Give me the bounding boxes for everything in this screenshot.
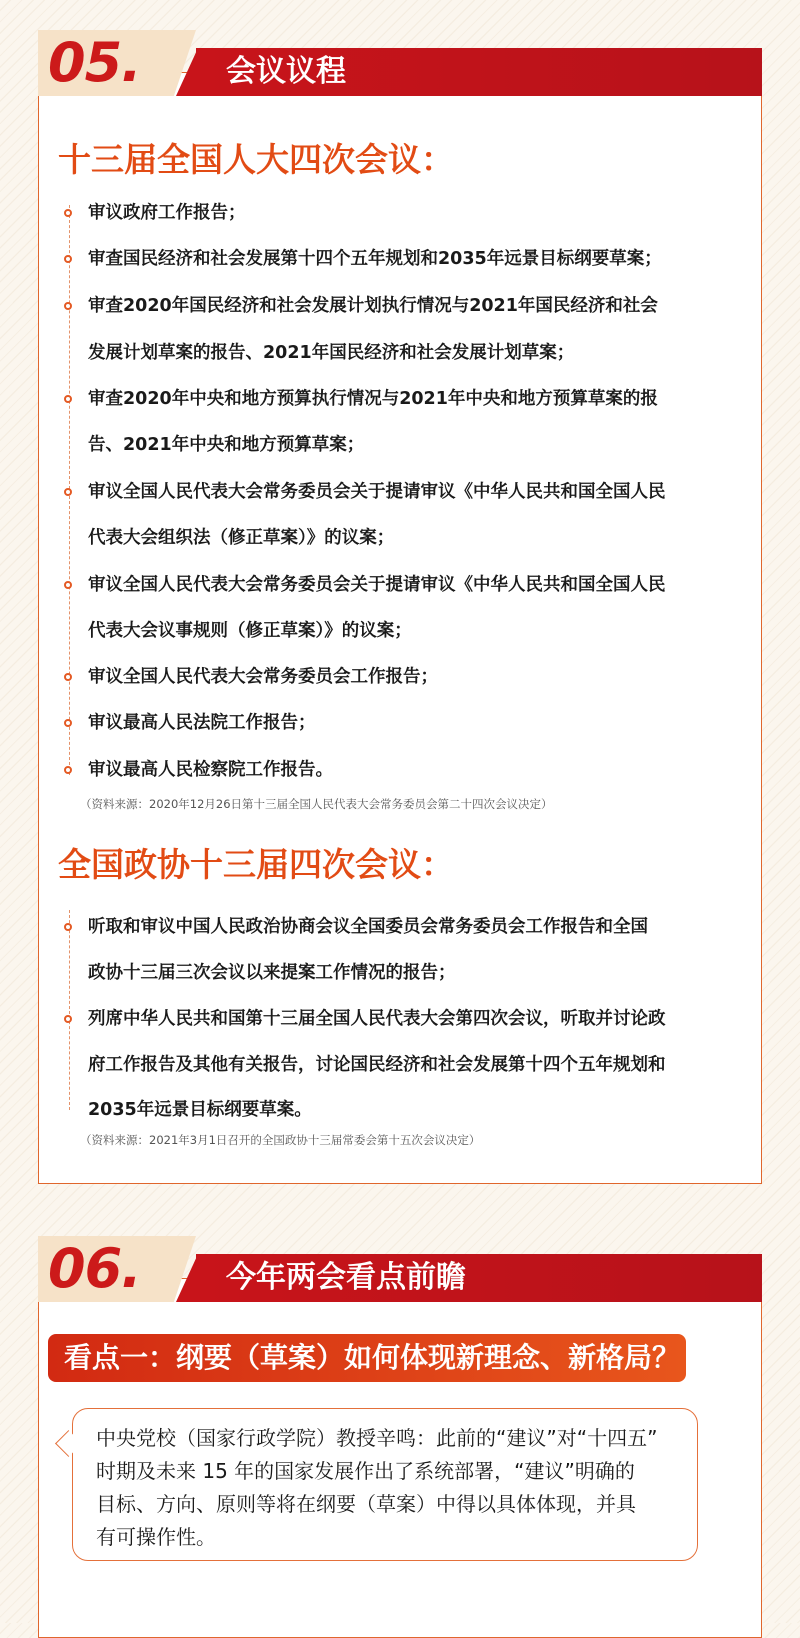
cppcc-timeline [69, 910, 70, 1110]
list-item: 审议全国人民代表大会常务委员会关于提请审议《中华人民共和国全国人民 [88, 575, 666, 595]
list-item: 听取和审议中国人民政治协商会议全国委员会常务委员会工作报告和全国 [88, 917, 648, 937]
list-item-cont: 政协十三届三次会议以来提案工作情况的报告； [88, 963, 456, 983]
highlight-text: 看点一：纲要（草案）如何体现新理念、新格局？ [64, 1341, 681, 1374]
bullet-dot-icon [64, 581, 72, 589]
list-item-cont: 2035年远景目标纲要草案。 [88, 1100, 312, 1120]
bullet-dot-icon [64, 255, 72, 263]
section-title-bar [196, 48, 762, 96]
highlight-heading [48, 1334, 686, 1382]
list-item-cont: 府工作报告及其他有关报告，讨论国民经济和社会发展第十四个五年规划和 [88, 1055, 666, 1075]
quote-line: 有可操作性。 [96, 1525, 216, 1549]
list-item-cont: 告、2021年中央和地方预算草案； [88, 435, 365, 455]
list-item: 审议最高人民法院工作报告； [88, 713, 316, 733]
section-title-bar [196, 1254, 762, 1302]
list-item: 审议全国人民代表大会常务委员会工作报告； [88, 667, 438, 687]
bullet-dot-icon [64, 1015, 72, 1023]
cppcc-source-note: （资料来源：2021年3月1日召开的全国政协十三届常委会第十五次会议决定） [80, 1133, 481, 1147]
list-item: 审查2020年中央和地方预算执行情况与2021年中央和地方预算草案的报 [88, 389, 658, 409]
npc-heading: 十三届全国人大四次会议： [58, 140, 454, 179]
list-item-cont: 发展计划草案的报告、2021年国民经济和社会发展计划草案； [88, 343, 575, 363]
quote-line: 时期及未来 15 年的国家发展作出了系统部署，“建议”明确的 [96, 1459, 635, 1483]
bullet-dot-icon [64, 209, 72, 217]
quote-line: 中央党校（国家行政学院）教授辛鸣：此前的“建议”对“十四五” [96, 1426, 658, 1450]
section-number: 05. [48, 31, 141, 94]
bullet-dot-icon [64, 719, 72, 727]
bullet-dot-icon [64, 395, 72, 403]
list-item-cont: 代表大会组织法（修正草案）》的议案； [88, 528, 395, 548]
list-item: 审查2020年国民经济和社会发展计划执行情况与2021年国民经济和社会 [88, 296, 658, 316]
list-item-cont: 代表大会议事规则（修正草案）》的议案； [88, 621, 412, 641]
list-item: 审议政府工作报告； [88, 203, 246, 223]
bullet-dot-icon [64, 766, 72, 774]
list-item: 审查国民经济和社会发展第十四个五年规划和2035年远景目标纲要草案； [88, 249, 662, 269]
npc-source-note: （资料来源：2020年12月26日第十三届全国人民代表大会常务委员会第二十四次会议决定） [80, 797, 553, 811]
bullet-dot-icon [64, 923, 72, 931]
bullet-dot-icon [64, 673, 72, 681]
section-title: 今年两会看点前瞻 [226, 1260, 466, 1295]
bullet-dot-icon [64, 488, 72, 496]
list-item: 列席中华人民共和国第十三届全国人民代表大会第四次会议，听取并讨论政 [88, 1009, 666, 1029]
list-item: 审议全国人民代表大会常务委员会关于提请审议《中华人民共和国全国人民 [88, 482, 666, 502]
section-title: 会议议程 [226, 54, 346, 89]
bullet-dot-icon [64, 302, 72, 310]
quote-line: 目标、方向、原则等将在纲要（草案）中得以具体体现，并具 [96, 1492, 636, 1516]
section-number: 06. [48, 1237, 141, 1300]
list-item: 审议最高人民检察院工作报告。 [88, 760, 333, 780]
cppcc-heading: 全国政协十三届四次会议： [58, 845, 454, 884]
